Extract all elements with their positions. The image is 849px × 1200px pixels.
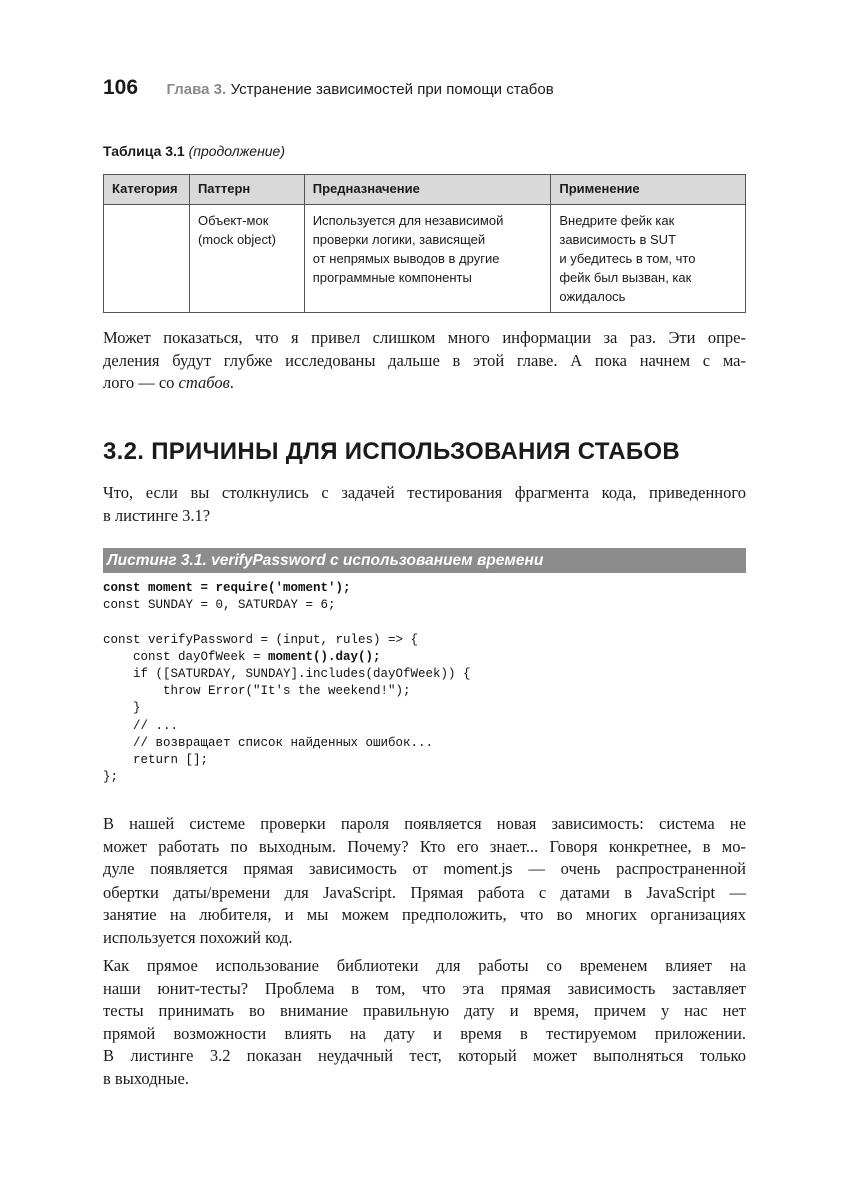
code-line <box>103 632 471 649</box>
paragraph-line: занятие на любителя, и мы можем предположить, что во многих организациях <box>103 905 746 924</box>
code-token: moment().day(); <box>268 649 381 664</box>
code-line <box>103 683 471 700</box>
header-usage: Применение <box>551 175 746 205</box>
code-token: }; <box>103 770 119 785</box>
section-heading: 3.2. ПРИЧИНЫ ДЛЯ ИСПОЛЬЗОВАНИЯ СТАБОВ <box>103 438 680 465</box>
paragraph-line <box>103 858 746 882</box>
table-header-row <box>104 175 746 205</box>
paragraph-line: обертки даты/времени для JavaScript. Прямая работа с датами в JavaScript — <box>103 882 746 902</box>
code-token: throw Error("It's the weekend!"); <box>103 684 411 699</box>
paragraph-line: наши юнит-тесты? Проблема в том, что эта прямая зависимость заставляет <box>103 978 746 998</box>
paragraph-line: может работать по выходным. Почему? Кто его знает... Говоря конкретнее, в мо- <box>103 836 746 856</box>
header-category: Категория <box>104 175 190 205</box>
cell-text-line: Используется для независимой <box>312 213 504 228</box>
code-listing <box>103 580 471 786</box>
cell-text-line: Внедрите фейк как <box>559 213 675 228</box>
paragraph-line: в листинге 3.1? <box>103 505 211 525</box>
text-run: . <box>229 373 234 392</box>
code-token: // ... <box>103 718 179 733</box>
chapter-label: Глава 3. <box>166 81 227 98</box>
cell-text-line: (mock object) <box>197 232 276 247</box>
chapter-title: Устранение зависимостей при помощи стабов <box>230 81 554 98</box>
code-line <box>103 718 471 735</box>
text-run: лого — со <box>103 373 179 392</box>
paragraph-line: В нашей системе проверки пароля появляется новая зависимость: система не <box>103 814 746 833</box>
paragraph-line: прямой возможности влиять на дату и время в тестируемом приложении. <box>103 1023 746 1043</box>
paragraph-line: используется похожий код. <box>103 927 293 947</box>
code-line <box>103 752 471 769</box>
code-line <box>103 735 471 752</box>
paragraph-line: В листинге 3.2 показан неудачный тест, который может выполняться только <box>103 1046 746 1065</box>
code-token: } <box>103 701 141 716</box>
paragraph-dependency <box>103 813 746 949</box>
code-token: const moment = require('moment'); <box>103 581 351 595</box>
cell-category <box>104 205 190 313</box>
table-caption-note: (продолжение) <box>188 143 286 159</box>
cell-text-line: зависимость в SUT <box>559 232 677 247</box>
paragraph-line: Как прямое использование библиотеки для работы со временем влияет на <box>103 956 746 975</box>
library-name: moment.js <box>443 861 513 878</box>
code-line <box>103 769 471 786</box>
cell-text-line: фейк был вызван, как <box>559 270 692 285</box>
paragraph-line: Что, если вы столкнулись с задачей тестирования фрагмента кода, приведенного <box>103 483 746 502</box>
code-line <box>103 614 471 631</box>
page-number: 106 <box>103 76 139 99</box>
code-token: // возвращает список найденных ошибок... <box>103 735 434 750</box>
text-run: — очень распространенной <box>512 859 747 878</box>
code-line <box>103 700 471 717</box>
code-token: return []; <box>103 752 209 767</box>
code-line <box>103 649 471 666</box>
header-pattern: Паттерн <box>189 175 304 205</box>
running-head <box>103 76 753 100</box>
cell-usage <box>551 205 746 313</box>
paragraph-line: Может показаться, что я привел слишком много информации за раз. Эти опре- <box>103 328 746 347</box>
code-line <box>103 580 471 597</box>
code-token: const dayOfWeek = <box>103 649 269 664</box>
paragraph-line: в выходные. <box>103 1068 189 1088</box>
paragraph-line: тесты принимать во внимание правильную дату и время, причем у нас нет <box>103 1001 746 1020</box>
header-purpose: Предназначение <box>304 175 551 205</box>
cell-text-line: и убедитесь в том, что <box>559 251 696 266</box>
paragraph-unit-tests <box>103 955 746 1090</box>
paragraph-line <box>103 372 746 395</box>
table-row <box>104 205 746 313</box>
table-caption-number: Таблица 3.1 <box>103 143 185 159</box>
text-run: дуле появляется прямая зависимость от <box>103 859 444 878</box>
paragraph-intro <box>103 327 746 395</box>
emphasis-text: стабов <box>178 373 230 392</box>
table-caption <box>103 143 285 159</box>
listing-title: Листинг 3.1. verifyPassword с использованием времени <box>103 548 746 573</box>
paragraph-line: деления будут глубже исследованы дальше в этой главе. А пока начнем с ма- <box>103 350 746 370</box>
cell-text-line: проверки логики, зависящей <box>312 232 486 247</box>
cell-text-line: от непрямых выводов в другие <box>312 251 500 266</box>
cell-text-line: программные компоненты <box>312 270 472 285</box>
cell-pattern <box>189 205 304 313</box>
code-token: if ([SATURDAY, SUNDAY].includes(dayOfWeek)) { <box>103 666 471 681</box>
cell-text-line: Объект-мок <box>197 213 269 228</box>
patterns-table <box>103 174 746 313</box>
code-line <box>103 597 471 614</box>
code-token: const SUNDAY = 0, SATURDAY = 6; <box>103 598 336 613</box>
cell-text-line: ожидалось <box>559 289 626 304</box>
code-token: const verifyPassword = (input, rules) => { <box>103 632 419 647</box>
code-line <box>103 666 471 683</box>
paragraph-question <box>103 482 746 527</box>
cell-purpose <box>304 205 551 313</box>
